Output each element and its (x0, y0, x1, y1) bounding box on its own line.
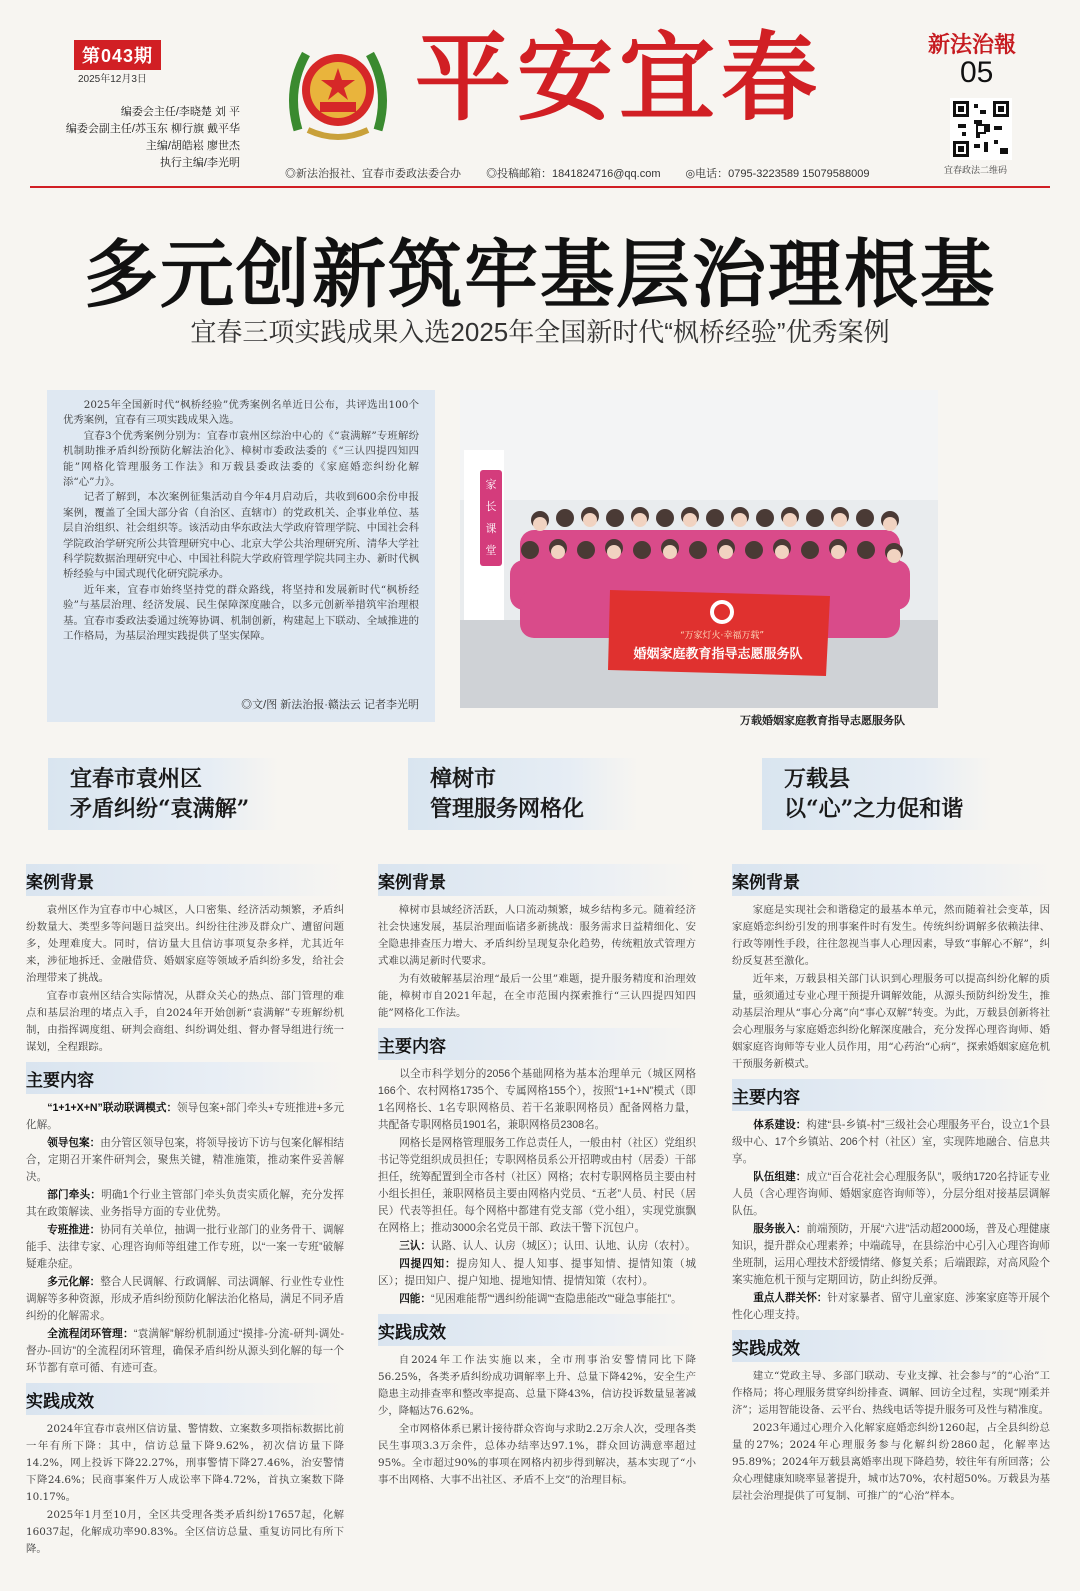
section-title-line: 矛盾纠纷“袁满解” (70, 796, 250, 822)
qr-code-icon[interactable] (950, 98, 1012, 160)
volunteer-banner (608, 590, 830, 676)
paragraph (26, 1100, 344, 1134)
item-value: 针对家暴者、留守儿童家庭、涉案家庭等开展个性化心理支持。 (732, 1292, 1051, 1321)
paragraph (732, 1117, 1050, 1168)
item-value: 成立“百合花社会心理服务队”，吸纳1720名持证专业人员（含心理咨询师、婚姻家庭咨询师等），分层分组对接基层调解队伍。 (732, 1171, 1050, 1217)
qr-caption: 宜春政法二维码 (944, 165, 1008, 175)
paragraph: 全市网格体系已累计接待群众咨询与求助2.2万余人次，受理各类民生事项3.3万余件，总体办结率达97.1%，群众回访满意率超过95%。全市超过90%的事项在网格内初步得到解决，基本实现了“小事不出网格、大事不出社区、矛盾不上交”的治理目标。 (378, 1423, 696, 1486)
item-value: “见困难能帮”“遇纠纷能调”“查隐患能改”“碰急事能扛”。 (430, 1293, 682, 1305)
main-headline: 多元创新筑牢基层治理根基 (84, 233, 996, 316)
paragraph (732, 1221, 1050, 1289)
subheading: 案例背景 (26, 864, 344, 896)
item-value: 以全市科学划分的2056个基础网格为基本治理单元（城区网格166个、农村网格1735个、专属网格155个），按照“1+1+N”模式（即1名网格长、1名专职网格员、若干名兼职网格员）配备网格力量，共配备专职网格员1901名，兼职网格员2308名。 (378, 1068, 696, 1131)
paragraph (26, 1135, 344, 1186)
paragraph: 自2024年工作法实施以来，全市刑事治安警情同比下降56.25%，各类矛盾纠纷成功调解率上升、总量下降42%，安全生产隐患主动排查率和整改率提高、总量下降43%，信访投诉数量显著减少，降幅达76.62%。 (378, 1354, 696, 1417)
item-value: 网格长是网格管理服务工作总责任人，一般由村（社区）党组织书记等党组织成员担任；专职网格员系公开招聘或由村（居委）干部担任，统筹配置到全市各村（社区）网格；农村专职网格员主要由村小组长担任，兼职网格员主要由网格内党员、“五老”人员、村民（居民）代表等担任。每个网格中都建有党支部（党小组），实现党旗飘在网格上；推动3000余名党员干部、政法干警下沉包户。 (378, 1137, 696, 1234)
contact-phone: ◎电话：0795-3223589 15079588009 (685, 168, 870, 180)
item-key: “1+1+X+N”联动联调模式： (47, 1102, 178, 1114)
item-value: 认路、认人、认房（城区）；认田、认地、认房（农村）。 (430, 1240, 696, 1252)
item-key: 三认： (399, 1240, 431, 1252)
subheading: 主要内容 (732, 1079, 1050, 1111)
section-header-yuanzhou (48, 758, 278, 830)
intro-paragraph: 记者了解到，本次案例征集活动自今年4月启动后，共收到600余份申报案例，覆盖了全国大部分省（自治区、直辖市）的党政机关、企事业单位、基层自治组织、社会组织等。该活动由华东政法大学政府管理学院、中国社会科学院政治学研究所公共管理研究中心、北京大学公共治理研究所、清华大学社科学院数据治理研究中心、中国社科院大学政府管理学院共同主办、新时代枫桥经验与中国式现代化研究院承办。 (63, 491, 419, 581)
editor-line: 编委会副主任/苏玉东 柳行旗 戴平华 (65, 123, 240, 135)
intro-paragraph: 宜春3个优秀案例分别为：宜春市袁州区综治中心的《“袁满解”专班解纷机制助推矛盾纠纷预防化解法治化》、樟树市委政法委的《“三认四提四知四能”网格化管理服务工作法》和万载县委政法委的《家庭婚恋纠纷化解添“心”力》。 (63, 429, 419, 489)
svg-text:长: 长 (485, 501, 497, 513)
item-value: 提房知人、提人知事、提事知情、提情知策（城区）；提田知户、提户知地、提地知情、提情知策（农村）。 (378, 1258, 697, 1287)
banner-text: 婚姻家庭教育指导志愿服务队 (633, 646, 803, 661)
police-emblem-icon (278, 30, 398, 150)
banner-slogan: “万家灯火·幸福万载” (679, 631, 765, 641)
paragraph (378, 1238, 696, 1255)
editor-line: 编委会主任/李晓楚 刘 平 (120, 106, 240, 118)
column-yuanzhou (26, 858, 344, 1559)
svg-text:家: 家 (485, 479, 497, 491)
paragraph (26, 1274, 344, 1325)
item-key: 服务嵌入： (753, 1223, 807, 1235)
svg-text:课: 课 (485, 523, 497, 535)
subheading: 实践成效 (732, 1330, 1050, 1362)
subheading: 实践成效 (26, 1383, 344, 1415)
column-wanzai (732, 858, 1050, 1506)
item-value: 明确1个行业主管部门牵头负责实质化解，充分发挥其在政策解读、业务指导方面的专业优势。 (26, 1189, 344, 1218)
item-key: 四能： (399, 1293, 431, 1305)
intro-paragraph: 近年来，宜春市始终坚持党的群众路线，将坚持和发展新时代“枫桥经验”与基层治理、经济发展、民生保障深度融合，以多元创新举措筑牢治理根基。宜春市委政法委通过统筹协调、机制创新，构建起上下联动、全域推进的工作格局，为基层治理实践提供了坚实保障。 (63, 583, 419, 643)
paragraph (378, 1135, 696, 1237)
photo-caption: 万载婚姻家庭教育指导志愿服务队 (740, 715, 905, 727)
item-value: 领导包案+部门牵头+专班推进+多元化解。 (26, 1102, 345, 1131)
item-key: 队伍组建： (753, 1171, 807, 1183)
issue-number: 第043期 (74, 40, 161, 70)
paragraph: 建立“党政主导、多部门联动、专业支撑、社会参与”的“心治”工作格局；将心理服务贯穿纠纷排查、调解、回访全过程，实现“刚柔并济”；运用智能设备、云平台、热线电话等提升服务可及性与精准度。 (732, 1370, 1050, 1416)
item-key: 领导包案： (47, 1137, 101, 1149)
paragraph (26, 1222, 344, 1273)
paragraph: 为有效破解基层治理“最后一公里”难题，提升服务精度和治理效能，樟树市自2021年起，在全市范围内探索推行“三认四提四知四能”网格化工作法。 (378, 973, 696, 1019)
item-key: 多元化解： (47, 1276, 101, 1288)
subheading: 案例背景 (378, 864, 696, 896)
item-key: 体系建设： (753, 1119, 807, 1131)
editor-list (30, 104, 240, 172)
editor-line: 主编/胡皓崧 廖世杰 (145, 140, 240, 152)
subheading: 主要内容 (26, 1062, 344, 1094)
section-title-line: 樟树市 (430, 766, 497, 792)
paragraph: 袁州区作为宜春市中心城区，人口密集、经济活动频繁，矛盾纠纷数量大、类型多等问题日益突出。纠纷往往涉及群众广、遭留问题多，处理难度大。同时，信访量大且信访事项复杂多样，尤其近年来，涉征地拆迁、金融借贷、婚姻家庭等领域矛盾纠纷多发，给社会治理带来了挑战。 (26, 904, 344, 984)
subheading: 实践成效 (378, 1314, 696, 1346)
intro-paragraph: 2025年全国新时代“枫桥经验”优秀案例名单近日公布，共评选出100个优秀案例，宜春有三项实践成果入选。 (63, 399, 419, 427)
editor-line: 执行主编/李光明 (159, 157, 240, 169)
sub-headline: 宜春三项实践成果入选2025年全国新时代“枫桥经验”优秀案例 (190, 317, 890, 347)
masthead-title: 平安宜春 (415, 21, 823, 134)
contact-bar (285, 165, 891, 181)
item-value: 构建“县-乡镇-村”三级社会心理服务平台，设立1个县级中心、17个乡镇站、206个村（社区）室，实现阵地融合、信息共享。 (732, 1119, 1050, 1165)
section-header-wanzai (762, 758, 992, 830)
page-number: 05 (960, 56, 994, 89)
svg-text:堂: 堂 (485, 545, 497, 557)
paragraph (26, 1187, 344, 1221)
paragraph: 樟树市县域经济活跃，人口流动频繁，城乡结构多元。随着经济社会快速发展，基层治理面临诸多新挑战：服务需求日益精细化、安全隐患排查压力增大、矛盾纠纷呈现复杂化趋势，传统粗放式管理方式难以满足新时代要求。 (378, 904, 696, 967)
paragraph: 近年来，万载县相关部门认识到心理服务可以提高纠纷化解的质量，亟须通过专业心理干预提升调解效能，从源头预防纠纷发生，推动基层治理从“事心分离”向“事心双解”转变。为此，万载县创新将社会心理服务与家庭婚恋纠纷化解深度融合，充分发挥心理咨询师、婚姻家庭咨询师等专业人员作用，用“心药治“心病”，探索婚姻家庭危机干预服务新模式。 (732, 973, 1050, 1070)
issue-date: 2025年12月3日 (78, 74, 147, 85)
paragraph (378, 1291, 696, 1308)
paragraph: 宜春市袁州区结合实际情况，从群众关心的热点、部门管理的难点和基层治理的堵点入手，自2024年开始创新“袁满解”专班解纷机制，由指挥调度组、研判会商组、纠纷调处组、督办督导组进行统一谋划，全程跟踪。 (26, 990, 344, 1053)
contact-email: ◎投稿邮箱：1841824716@qq.com (486, 168, 661, 180)
item-key: 四提四知： (399, 1258, 457, 1270)
item-key: 重点人群关怀： (753, 1292, 828, 1304)
item-value: 前端预防，开展“六进”活动超2000场，普及心理健康知识，提升群众心理素养；中端疏导，在县综治中心引入心理咨询师坐班制，运用心理技术舒缓情绪、修复关系；后端跟踪，对高风险个案实施危机干预与定期回访，防止纠纷反弹。 (732, 1223, 1050, 1286)
article-credit: ◎文/图 新法治报·赣法云 记者李光明 (241, 699, 419, 711)
item-value: 协同有关单位，抽调一批行业部门的业务骨干、调解能手、法律专家、心理咨询师等组建工作专班，以“一案一专班”破解疑难杂症。 (26, 1224, 345, 1270)
section-title-line: 以“心”之力促和谐 (784, 796, 964, 822)
section-title-line: 管理服务网格化 (430, 796, 585, 822)
subheading: 主要内容 (378, 1028, 696, 1060)
contact-publisher: ◎新法治报社、宜春市委政法委合办 (285, 168, 461, 180)
paragraph: 2025年1月至10月，全区共受理各类矛盾纠纷17657起，化解16037起，化解成功率90.83%。全区信访总量、重复访同比有所下降。 (26, 1509, 344, 1555)
paragraph (378, 1256, 696, 1290)
paragraph (378, 1066, 696, 1134)
section-title-line: 万载县 (784, 766, 851, 792)
section-title-line: 宜春市袁州区 (70, 766, 203, 792)
brand-logo: 新法治報 (928, 32, 1017, 58)
item-key: 全流程闭环管理： (47, 1328, 134, 1340)
intro-panel (47, 390, 435, 722)
paragraph (732, 1290, 1050, 1324)
paragraph (732, 1169, 1050, 1220)
paragraph: 家庭是实现社会和谐稳定的最基本单元，然而随着社会变革，因家庭婚恋纠纷引发的刑事案件时有发生。传统纠纷调解多依赖法律、行政等刚性手段，往往忽视当事人心理因素，导致“事解心不解”，纠纷反复甚至激化。 (732, 904, 1050, 967)
section-header-zhangshu (408, 758, 638, 830)
item-key: 专班推进： (47, 1224, 101, 1236)
item-value: 整合人民调解、行政调解、司法调解、行业性专业性调解等多种资源，形成矛盾纠纷预防化解法治化格局，满足不同矛盾纠纷的化解需求。 (26, 1276, 345, 1322)
item-value: “袁满解”解纷机制通过“摸排-分流-研判-调处-督办-回访”的全流程闭环管理，确保矛盾纠纷从源头到化解的每一个环节都有章可循、有迹可查。 (26, 1328, 344, 1374)
masthead-divider (30, 186, 1050, 188)
subheading: 案例背景 (732, 864, 1050, 896)
paragraph: 2024年宜春市袁州区信访量、警情数、立案数多项指标数据比前一年有所下降：其中，信访总量下降9.62%，初次信访量下降14.2%，网上投诉下降22.27%，刑事警情下降27.46%，治安警情下降24.6%；民商事案件万人成讼率下降4.72%，首执立案数下降10.17%。 (26, 1423, 344, 1503)
column-zhangshu (378, 858, 696, 1490)
paragraph (26, 1326, 344, 1377)
item-value: 由分管区领导包案，将领导接访下访与包案化解相结合，定期召开案件研判会，聚焦关键，精准施策，推动案件妥善解决。 (26, 1137, 345, 1183)
group-photo (460, 390, 938, 708)
item-key: 部门牵头： (47, 1189, 102, 1201)
paragraph: 2023年通过心理介入化解家庭婚恋纠纷1260起，占全县纠纷总量的27%；2024年心理服务参与化解纠纷2860起，化解率达95.89%；2024年万载县离婚率出现下降趋势，较往年有所回落；公众心理健康知晓率显著提升，城市达70%，农村超50%。万载县为基层社会治理提供了可复制、可推广的“心治”样本。 (732, 1422, 1050, 1502)
